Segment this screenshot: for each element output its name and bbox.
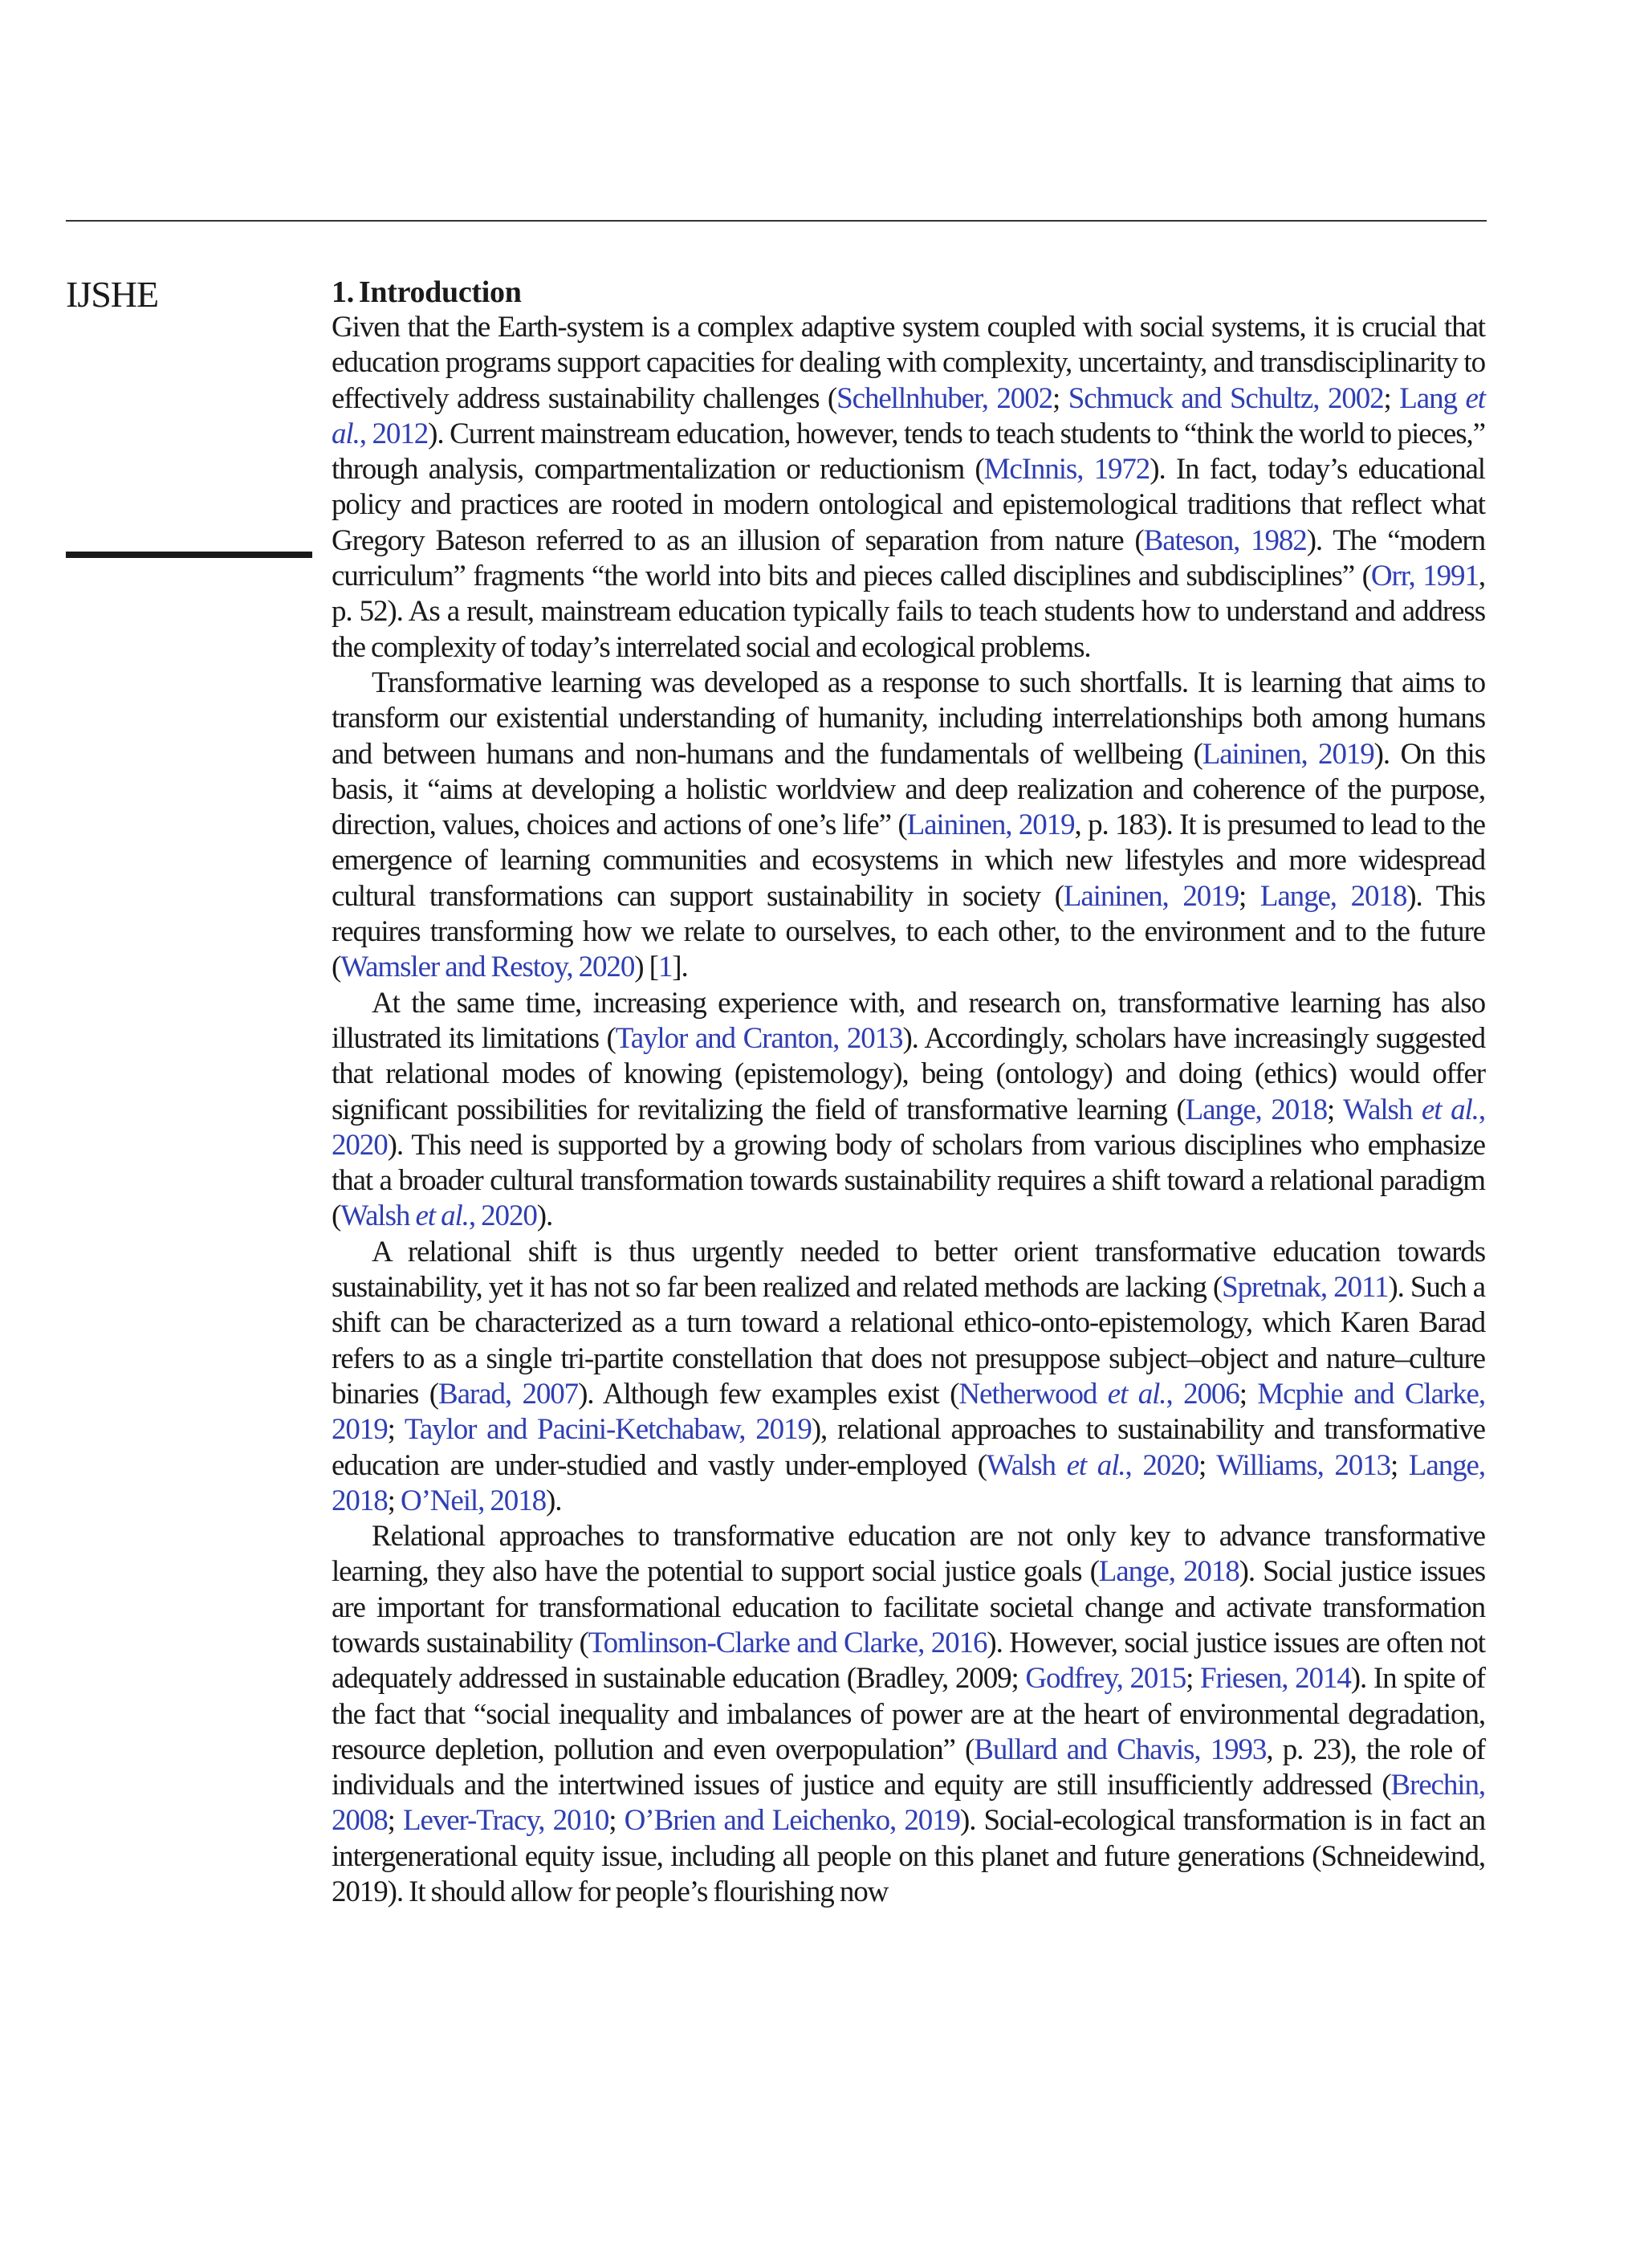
citation-text: Laininen, 2019: [1063, 879, 1239, 913]
header-rule: [66, 220, 1487, 222]
citation-year: , 2020: [468, 1199, 537, 1233]
citation-link[interactable]: [403, 1804, 608, 1837]
paragraph-2: [332, 666, 1485, 986]
text-run: ). In fact, today’s educational policy and practices are rooted in modern ontological and epistemological traditions that reflect what Gregory Bateson referred to as an illusion of separation from nature (: [332, 453, 1485, 557]
citation-text: O’Brien and Leichenko, 2019: [624, 1804, 960, 1838]
citation-link[interactable]: [1202, 738, 1374, 771]
citation-text: Walsh: [1343, 1093, 1422, 1126]
citation-text: O’Neil, 2018: [400, 1484, 546, 1517]
citation-text: 1: [657, 951, 673, 984]
citation-etal: et al.: [415, 1199, 469, 1233]
citation-link[interactable]: [340, 951, 634, 983]
citation-etal: et al.: [1421, 1093, 1479, 1126]
journal-abbreviation: IJSHE: [66, 274, 159, 315]
citation-text: Netherwood: [958, 1377, 1108, 1411]
citation-link[interactable]: [974, 1733, 1266, 1766]
citation-text: Walsh: [340, 1199, 416, 1233]
text-run: ;: [1326, 1093, 1344, 1126]
text-run: ].: [672, 951, 688, 984]
text-run: ;: [387, 1484, 401, 1517]
citation-link[interactable]: [1025, 1662, 1186, 1695]
citation-text: Brechin, 2008: [332, 1769, 1485, 1838]
citation-link[interactable]: [1371, 560, 1479, 592]
text-run: ).: [536, 1199, 553, 1233]
citation-text: Bateson, 1982: [1143, 523, 1307, 557]
text-run: ;: [387, 1413, 405, 1447]
text-run: ). On this basis, it “aims at developing a holistic worldview and deep realization and coherence of the purpose, direction, values, choices and actions of one’s life” (: [332, 737, 1485, 842]
citation-text: Mcphie and Clarke, 2019: [332, 1377, 1485, 1447]
text-run: ;: [387, 1804, 403, 1838]
text-run: ). The “modern curriculum” fragments “the world into bits and pieces called disciplines and subdisciplines” (: [332, 523, 1485, 593]
citation-link[interactable]: [1068, 382, 1384, 415]
paragraph-1: [332, 310, 1485, 666]
text-run: ). This requires transforming how we relate to ourselves, to each other, to the environment and to the future (: [332, 879, 1485, 984]
citation-link[interactable]: [625, 1804, 960, 1837]
citation-text: Lange, 2018: [1259, 879, 1407, 913]
text-run: ). Current mainstream education, however, tends to teach students to “think the world to pieces,” through analysis, compartmentalization or reductionism (: [332, 417, 1486, 487]
margin-rule: [66, 552, 312, 558]
article-body: [332, 275, 1485, 1910]
citation-etal: et al.: [332, 381, 1485, 450]
citation-link[interactable]: [1200, 1662, 1351, 1695]
text-run: At the same time, increasing experience with, and research on, transformative learning has also illustrated its limitations (: [332, 986, 1485, 1055]
text-run: , p. 183). It is presumed to lead to the emergence of learning communities and ecosystems in which new lifestyles and more widespread cultural transformations can support sustainability in society (: [332, 808, 1485, 913]
citation-link[interactable]: [1222, 1271, 1388, 1304]
citation-text: Friesen, 2014: [1200, 1662, 1351, 1696]
citation-text: Lange, 2018: [332, 1448, 1485, 1517]
paragraph-3: [332, 986, 1485, 1235]
citation-text: Lange, 2018: [1185, 1093, 1327, 1126]
text-run: , p. 23), the role of individuals and the intertwined issues of justice and equity are still insufficiently addressed (: [332, 1733, 1485, 1802]
text-run: ), relational approaches to sustainability and transformative education are under-studied and vastly under-employed (: [332, 1413, 1485, 1482]
citation-link[interactable]: [1099, 1555, 1239, 1588]
citation-text: Wamsler and Restoy, 2020: [340, 951, 635, 984]
citation-link[interactable]: [401, 1484, 546, 1517]
section-number: 1.: [332, 275, 354, 309]
citation-link[interactable]: [1064, 880, 1239, 913]
citation-text: Orr, 1991: [1370, 560, 1479, 593]
citation-text: Laininen, 2019: [906, 808, 1075, 842]
text-run: , p. 52). As a result, mainstream education typically fails to teach students how to understand and address the complexity of today’s interrelated social and ecological problems.: [332, 560, 1486, 664]
citation-etal: et al.: [1107, 1377, 1166, 1411]
citation-etal: et al.: [1066, 1448, 1125, 1482]
citation-year: , 2020: [1125, 1448, 1198, 1482]
citation-link[interactable]: [987, 1449, 1198, 1482]
citation-year: , 2020: [332, 1093, 1485, 1162]
citation-link[interactable]: [1216, 1449, 1390, 1482]
citation-text: Lange, 2018: [1098, 1555, 1239, 1589]
citation-link[interactable]: [1260, 880, 1406, 913]
text-run: ). Such a shift can be characterized as a turn toward a relational ethico-onto-epistemology, which Karen Barad refers to as a single tri-partite constellation that does not presuppose subject–object and nature–culture binaries (: [332, 1271, 1485, 1411]
text-run: ;: [1198, 1448, 1217, 1482]
citation-link[interactable]: [588, 1627, 987, 1659]
citation-text: Schellnhuber, 2002: [836, 381, 1052, 415]
citation-link[interactable]: [836, 382, 1052, 415]
citation-text: McInnis, 1972: [983, 453, 1150, 487]
citation-text: Barad, 2007: [438, 1377, 579, 1411]
citation-year: , 2006: [1166, 1377, 1239, 1411]
text-run: Given that the Earth-system is a complex adaptive system coupled with social systems, it is crucial that education programs support capacities for dealing with complexity, uncertainty, and transdisciplinarity to effectively address sustainability challenges (: [332, 311, 1485, 415]
text-run: ). Although few examples exist (: [578, 1377, 959, 1411]
citation-link[interactable]: [438, 1378, 578, 1411]
paragraph-4: [332, 1235, 1485, 1519]
section-heading: [332, 275, 1485, 310]
citation-text: Taylor and Pacini-Ketchabaw, 2019: [404, 1413, 812, 1447]
text-run: ;: [1383, 381, 1400, 415]
citation-text: Laininen, 2019: [1202, 737, 1374, 771]
citation-link[interactable]: [658, 951, 672, 983]
citation-text: Williams, 2013: [1216, 1448, 1391, 1482]
citation-link[interactable]: [984, 453, 1150, 486]
section-title: Introduction: [358, 275, 522, 309]
citation-text: Taylor and Cranton, 2013: [615, 1021, 903, 1055]
citation-text: Bullard and Chavis, 1993: [974, 1733, 1267, 1766]
text-run: Relational approaches to transformative education are not only key to advance transformative learning, they also have the potential to support social justice goals (: [332, 1520, 1485, 1589]
citation-text: Lever-Tracy, 2010: [403, 1804, 609, 1838]
citation-link[interactable]: [616, 1022, 903, 1055]
citation-text: Schmuck and Schultz, 2002: [1068, 381, 1384, 415]
text-run: ) [: [634, 951, 658, 984]
citation-text: Tomlinson-Clarke and Clarke, 2016: [588, 1626, 987, 1659]
citation-text: Lang: [1399, 381, 1466, 415]
text-run: ). Social justice issues are important for transformational education to facilitate societal change and activate transformation towards sustainability (: [332, 1555, 1485, 1659]
text-run: ). Social-ecological transformation is in fact an intergenerational equity issue, including all people on this planet and future generations (Schneidewind, 2019). It should allow for people’s flourishing now: [332, 1804, 1485, 1909]
text-run: ). However, social justice issues are often not adequately addressed in sustainable education (Bradley, 2009;: [332, 1626, 1485, 1696]
text-run: ;: [1052, 381, 1068, 415]
citation-link[interactable]: [1186, 1093, 1327, 1126]
text-run: ). In spite of the fact that “social inequality and imbalances of power are at the heart of environmental degradation, resource depletion, pollution and even overpopulation” (: [332, 1662, 1485, 1766]
paragraph-5: [332, 1519, 1485, 1910]
citation-link[interactable]: [907, 808, 1075, 841]
citation-link[interactable]: [1144, 524, 1307, 557]
text-run: ;: [1239, 1377, 1258, 1411]
citation-text: Godfrey, 2015: [1025, 1662, 1186, 1696]
text-run: ).: [546, 1484, 562, 1517]
text-run: ;: [608, 1804, 625, 1838]
text-run: ;: [1238, 879, 1260, 913]
citation-year: , 2012: [359, 417, 429, 450]
text-run: ;: [1186, 1662, 1201, 1696]
text-run: ). Accordingly, scholars have increasingly suggested that relational modes of knowing (epistemology), being (ontology) and doing (ethics) would offer significant possibilities for revitalizing the field of transformative learning (: [332, 1021, 1485, 1126]
text-run: ;: [1390, 1448, 1409, 1482]
text-run: ). This need is supported by a growing body of scholars from various disciplines who emphasize that a broader cultural transformation towards sustainability requires a shift toward a relational paradigm (: [332, 1128, 1485, 1233]
citation-text: Walsh: [986, 1448, 1067, 1482]
citation-link[interactable]: [405, 1413, 812, 1446]
citation-link[interactable]: [958, 1378, 1239, 1411]
text-run: A relational shift is thus urgently needed to better orient transformative education towards sustainability, yet it has not so far been realized and related methods are lacking (: [332, 1235, 1485, 1305]
citation-text: Spretnak, 2011: [1222, 1271, 1389, 1305]
text-run: Transformative learning was developed as a response to such shortfalls. It is learning that aims to transform our existential understanding of humanity, including interrelationships both among humans and between humans and non-humans and the fundamentals of wellbeing (: [332, 666, 1485, 771]
citation-link[interactable]: [340, 1199, 537, 1232]
